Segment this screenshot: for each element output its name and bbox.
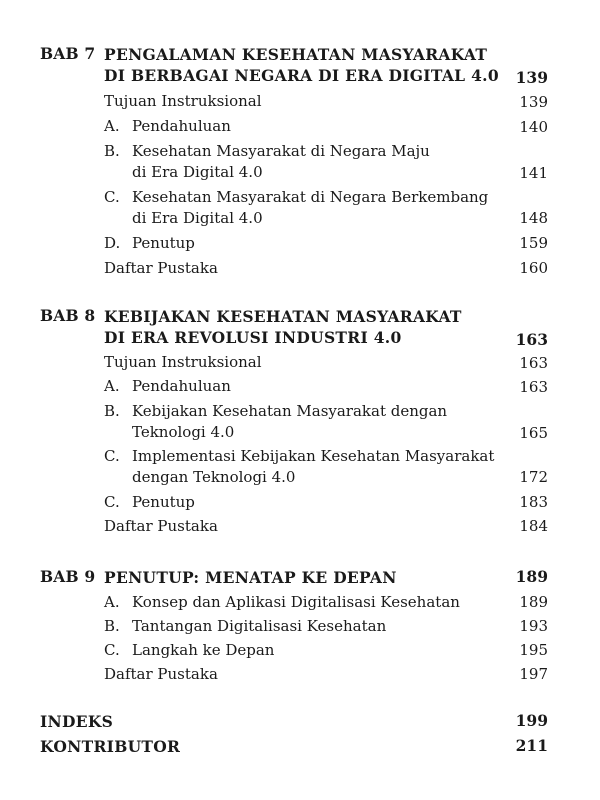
entry-letter: C. bbox=[104, 641, 120, 659]
chapter-title bbox=[104, 306, 462, 348]
chapter-title-line: PENUTUP: MENATAP KE DEPAN bbox=[104, 568, 397, 587]
entry-letter: A. bbox=[104, 593, 120, 611]
entry-letter: D. bbox=[104, 234, 121, 252]
entry-page-number: 184 bbox=[519, 517, 548, 535]
entry-letter: B. bbox=[104, 142, 120, 160]
entry-title bbox=[132, 401, 447, 443]
chapter-title-line: DI BERBAGAI NEGARA DI ERA DIGITAL 4.0 bbox=[104, 66, 499, 85]
index-page-number: 199 bbox=[515, 711, 548, 730]
entry-title: Konsep dan Aplikasi Digitalisasi Kesehatan bbox=[132, 593, 460, 611]
entry-title: Daftar Pustaka bbox=[104, 665, 218, 683]
entry-letter: B. bbox=[104, 402, 120, 420]
chapter-label: BAB 7 bbox=[40, 44, 96, 63]
entry-title: Penutup bbox=[132, 493, 195, 511]
entry-title bbox=[132, 187, 488, 229]
entry-title: Tantangan Digitalisasi Kesehatan bbox=[132, 617, 387, 635]
entry-title: Pendahuluan bbox=[132, 377, 231, 395]
entry-title: Daftar Pustaka bbox=[104, 259, 218, 277]
entry-page-number: 189 bbox=[519, 593, 548, 611]
chapter-title bbox=[104, 44, 499, 86]
entry-title bbox=[132, 446, 494, 488]
entry-page-number: 140 bbox=[519, 118, 548, 136]
chapter-label: BAB 9 bbox=[40, 567, 96, 586]
entry-page-number: 148 bbox=[519, 209, 548, 227]
entry-page-number: 195 bbox=[519, 641, 548, 659]
entry-title-line: dengan Teknologi 4.0 bbox=[132, 468, 296, 486]
entry-letter: C. bbox=[104, 447, 120, 465]
entry-letter: C. bbox=[104, 493, 120, 511]
entry-letter: B. bbox=[104, 617, 120, 635]
entry-page-number: 160 bbox=[519, 259, 548, 277]
entry-title: Daftar Pustaka bbox=[104, 517, 218, 535]
entry-page-number: 183 bbox=[519, 493, 548, 511]
chapter-page-number: 139 bbox=[515, 68, 548, 87]
chapter-title bbox=[104, 567, 397, 588]
index-entry-label: INDEKS bbox=[40, 712, 114, 731]
entry-page-number: 163 bbox=[519, 378, 548, 396]
entry-page-number: 197 bbox=[519, 665, 548, 683]
entry-page-number: 141 bbox=[519, 164, 548, 182]
entry-page-number: 172 bbox=[519, 468, 548, 486]
entry-letter: C. bbox=[104, 188, 120, 206]
chapter-title-line: PENGALAMAN KESEHATAN MASYARAKAT bbox=[104, 45, 488, 64]
entry-title bbox=[132, 141, 430, 183]
entry-page-number: 139 bbox=[519, 93, 548, 111]
entry-title: Tujuan Instruksional bbox=[104, 92, 262, 110]
entry-title-line: di Era Digital 4.0 bbox=[132, 209, 263, 227]
entry-letter: A. bbox=[104, 377, 120, 395]
entry-page-number: 163 bbox=[519, 354, 548, 372]
contributor-page-number: 211 bbox=[515, 736, 548, 755]
entry-title: Penutup bbox=[132, 234, 195, 252]
chapter-title-line: KEBIJAKAN KESEHATAN MASYARAKAT bbox=[104, 307, 462, 326]
entry-title-line: Kebijakan Kesehatan Masyarakat dengan bbox=[132, 402, 448, 420]
entry-letter: A. bbox=[104, 117, 120, 135]
entry-page-number: 193 bbox=[519, 617, 548, 635]
contributor-entry-label: KONTRIBUTOR bbox=[40, 737, 181, 756]
entry-page-number: 159 bbox=[519, 234, 548, 252]
entry-title: Tujuan Instruksional bbox=[104, 353, 262, 371]
entry-title: Langkah ke Depan bbox=[132, 641, 275, 659]
entry-page-number: 165 bbox=[519, 424, 548, 442]
entry-title-line: Kesehatan Masyarakat di Negara Berkembang bbox=[132, 188, 489, 206]
entry-title-line: Implementasi Kebijakan Kesehatan Masyarakat bbox=[132, 447, 495, 465]
entry-title-line: Kesehatan Masyarakat di Negara Maju bbox=[132, 142, 430, 160]
entry-title: Pendahuluan bbox=[132, 117, 231, 135]
chapter-title-line: DI ERA REVOLUSI INDUSTRI 4.0 bbox=[104, 328, 402, 347]
chapter-page-number: 189 bbox=[515, 567, 548, 586]
entry-title-line: di Era Digital 4.0 bbox=[132, 163, 263, 181]
entry-title-line: Teknologi 4.0 bbox=[132, 423, 235, 441]
chapter-label: BAB 8 bbox=[40, 306, 96, 325]
chapter-page-number: 163 bbox=[515, 330, 548, 349]
